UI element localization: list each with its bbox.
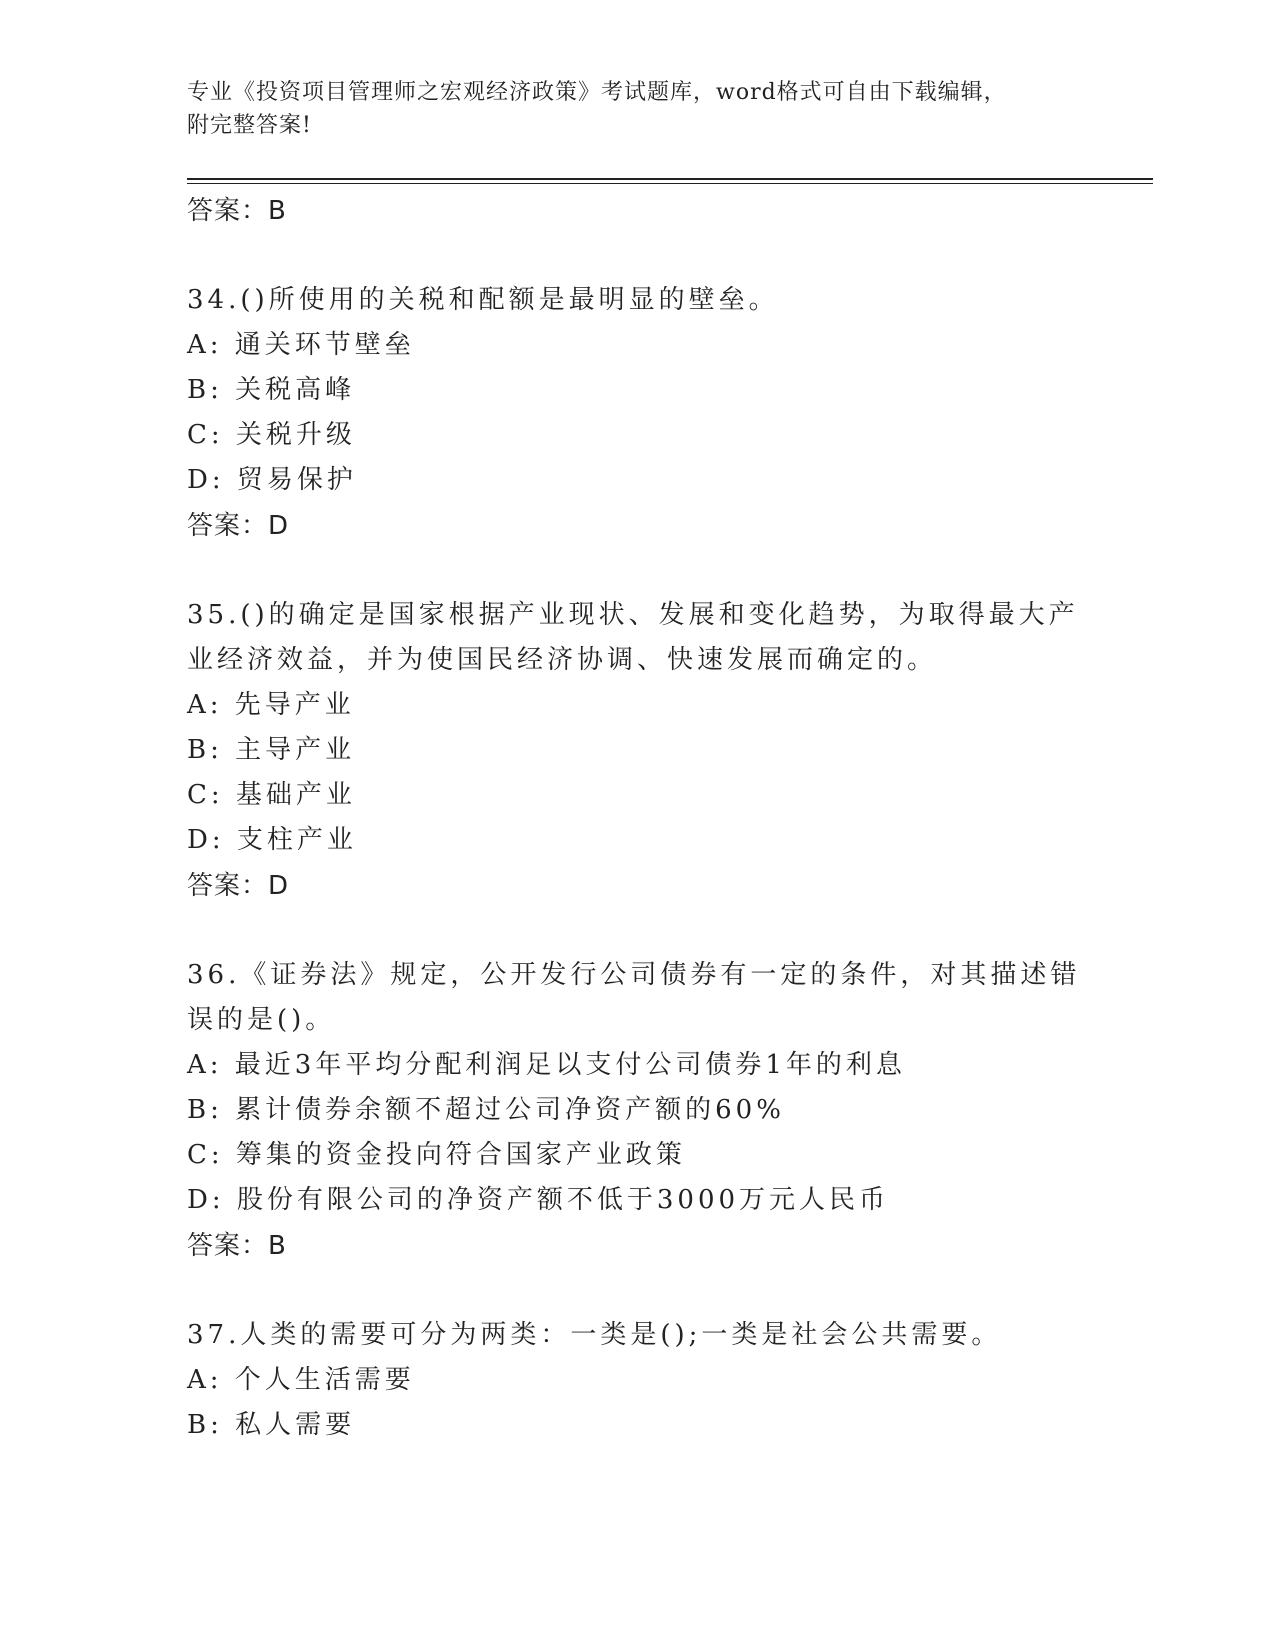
question-block: [187, 953, 1087, 1269]
header-divider: [187, 178, 1153, 180]
question-stem: 34.()所使用的关税和配额是最明显的壁垒。: [187, 285, 779, 315]
header-line-1: 专业《投资项目管理师之宏观经济政策》考试题库，word格式可自由下载编辑，: [187, 80, 1007, 105]
answer-label: 答案：B: [187, 1231, 287, 1261]
option-b: B: 主导产业: [187, 735, 356, 765]
header-divider-thin: [187, 183, 1153, 184]
option-a: A: 先导产业: [187, 690, 355, 720]
option-a: A: 通关环节壁垒: [187, 330, 415, 360]
question-list: [187, 188, 1087, 1448]
question-block: [187, 593, 1087, 909]
option-d: D: 支柱产业: [187, 825, 357, 855]
option-c: C: 关税升级: [187, 420, 356, 450]
header-line-2: 附完整答案!: [187, 113, 312, 138]
answer-label: 答案：B: [187, 196, 287, 226]
question-block: [187, 1313, 1087, 1448]
option-a: A: 最近3年平均分配利润足以支付公司债券1年的利息: [187, 1050, 906, 1080]
option-d: D: 股份有限公司的净资产额不低于3000万元人民币: [187, 1185, 890, 1215]
option-a: A: 个人生活需要: [187, 1365, 415, 1395]
question-block: [187, 278, 1087, 549]
answer-label: 答案：D: [187, 871, 290, 901]
answer-label: 答案：D: [187, 511, 290, 541]
question-stem: 37.人类的需要可分为两类：一类是();一类是社会公共需要。: [187, 1320, 1002, 1350]
option-b: B: 关税高峰: [187, 375, 356, 405]
option-c: C: 基础产业: [187, 780, 356, 810]
option-b: B: 私人需要: [187, 1410, 356, 1440]
question-stem: 35.()的确定是国家根据产业现状、发展和变化趋势，为取得最大产业经济效益，并为使国民经济协调、快速发展而确定的。: [187, 600, 1079, 675]
question-stem: 36.《证券法》规定，公开发行公司债券有一定的条件，对其描述错误的是()。: [187, 960, 1081, 1035]
page-header: [187, 76, 1067, 142]
option-c: C: 筹集的资金投向符合国家产业政策: [187, 1140, 686, 1170]
option-b: B: 累计债券余额不超过公司净资产额的60%: [187, 1095, 785, 1125]
option-d: D: 贸易保护: [187, 465, 357, 495]
